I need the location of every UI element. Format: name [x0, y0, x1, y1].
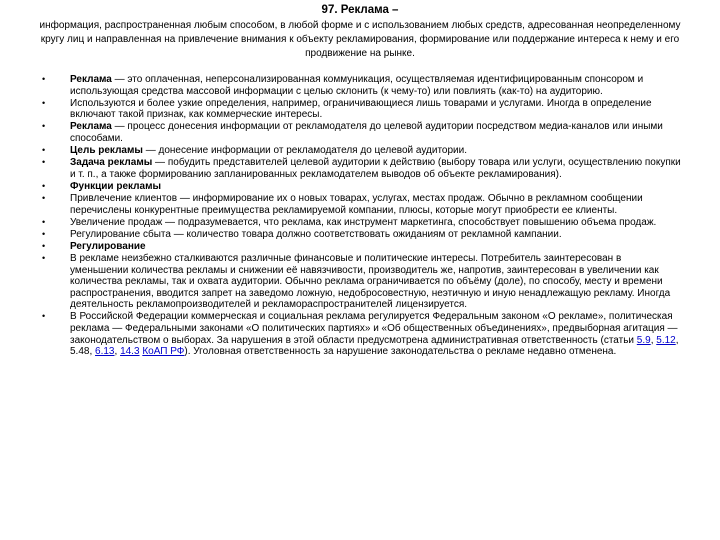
bullet-icon: •: [42, 121, 46, 132]
item-text: Используются и более узкие определения, например, ограничивающиеся лишь товарами и услугами. Иногда в определение включают такой признак, как коммерческие интересы.: [70, 97, 652, 121]
bullet-icon: •: [42, 216, 46, 227]
list-item: [42, 98, 682, 121]
list-item: [42, 145, 682, 157]
item-text: Привлечение клиентов — информирование их о новых товарах, услугах, местах продаж. Обычно в рекламном сообщении перечислены конкурентные преимущества рекламируемой компании, плюсы, которые могут приобрести ее клиенты.: [70, 192, 643, 216]
bullet-icon: •: [42, 228, 46, 239]
item-text: — это оплаченная, неперсонализированная коммуникация, осуществляемая идентифицированным спонсором и использующая средства массовой информации с целью склонить (к чему-то) или повлиять (как-то) на аудиторию.: [70, 74, 644, 97]
article-6-13-link[interactable]: 6.13: [95, 346, 115, 358]
list-item: [42, 74, 682, 97]
list-item: [42, 181, 682, 193]
item-text: — побудить представителей целевой аудитории к действию (выбору товара или услуги, осуществлению покупки и т. п., а также формированию запланированных рекламодателем выводов об объекте рекламирования).: [70, 157, 681, 180]
item-text: В рекламе неизбежно сталкиваются различные финансовые и политические интересы. Потребитель заинтересован в уменьшении количества рекламы и снижении её навязчивости, производитель же, напротив, заинтересован в увеличении как количества рекламы, так и охвата аудитории. Обычно реклама ограничивается по объёму (доле), по способу, месту и времени распространения, вводится запрет на заведомо ложную, недобросовестную, неэтичную и иную ненадлежащую рекламу. Иногда деятельность рекламопроизводителей и рекламораспространителей лицензируется.: [70, 252, 671, 311]
list-item: [42, 253, 682, 311]
bullet-icon: •: [42, 192, 46, 203]
item-term: Регулирование: [70, 240, 146, 252]
list-item: [42, 157, 682, 180]
definition-paragraph: информация, распространенная любым способом, в любой форме и с использованием любых средств, адресованная неопределенному кругу лиц и направленная на привлечение внимания к объекту рекламирования, формирование или поддержание интереса к нему и его продвижение на рынке.: [39, 20, 681, 59]
list-item: [42, 121, 682, 144]
item-text: ). Уголовная ответственность за нарушение законодательства о рекламе недавно отменена.: [184, 346, 617, 358]
item-text: — процесс донесения информации от рекламодателя до целевой аудитории посредством медиа-каналов или иными способами.: [70, 121, 663, 144]
list-item: [42, 229, 682, 241]
bullet-icon: •: [42, 74, 46, 84]
separator-text: ,: [650, 334, 657, 346]
bullet-icon: •: [42, 240, 46, 251]
article-14-3-link[interactable]: 14.3: [120, 346, 140, 358]
item-term: Реклама: [70, 74, 112, 85]
separator-text: ,: [114, 346, 121, 358]
item-term: Реклама: [70, 121, 112, 133]
bullet-icon: •: [42, 311, 46, 322]
koap-rf-link[interactable]: КоАП РФ: [142, 346, 185, 358]
item-text: В Российской Федерации коммерческая и социальная реклама регулируется Федеральным законом «О рекламе», политическая реклама — Федеральными законами «О политических партиях» и «Об общественных объединениях», предвыборная агитация — законодательством о выборах. За нарушения в этой области предусмотрена административная ответственность (статьи: [70, 311, 678, 346]
article-5-12-link[interactable]: 5.12: [656, 334, 676, 346]
item-term: Функции рекламы: [70, 180, 162, 192]
page-title: 97. Реклама –: [321, 4, 399, 16]
article-5-9-link[interactable]: 5.9: [636, 334, 651, 346]
item-text: — донесение информации от рекламодателя до целевой аудитории.: [142, 145, 467, 157]
list-item: [42, 217, 682, 229]
list-item: [42, 193, 682, 216]
bullet-icon: •: [42, 97, 46, 108]
list-item: [42, 241, 682, 253]
bullet-icon: •: [42, 157, 46, 168]
bullet-icon: •: [42, 145, 46, 156]
item-text: Регулирование сбыта — количество товара должно соответствовать ожиданиям от рекламной кампании.: [70, 228, 562, 240]
list-item: [42, 311, 682, 357]
bullet-list: [42, 74, 682, 358]
item-term: Цель рекламы: [70, 145, 143, 157]
bullet-icon: •: [42, 252, 46, 263]
item-term: Задача рекламы: [70, 157, 153, 169]
item-text: , 5.48,: [70, 334, 679, 358]
bullet-icon: •: [42, 180, 46, 191]
item-text: Увеличение продаж — подразумевается, что реклама, как инструмент маркетинга, способствует повышению объема продаж.: [70, 216, 657, 228]
